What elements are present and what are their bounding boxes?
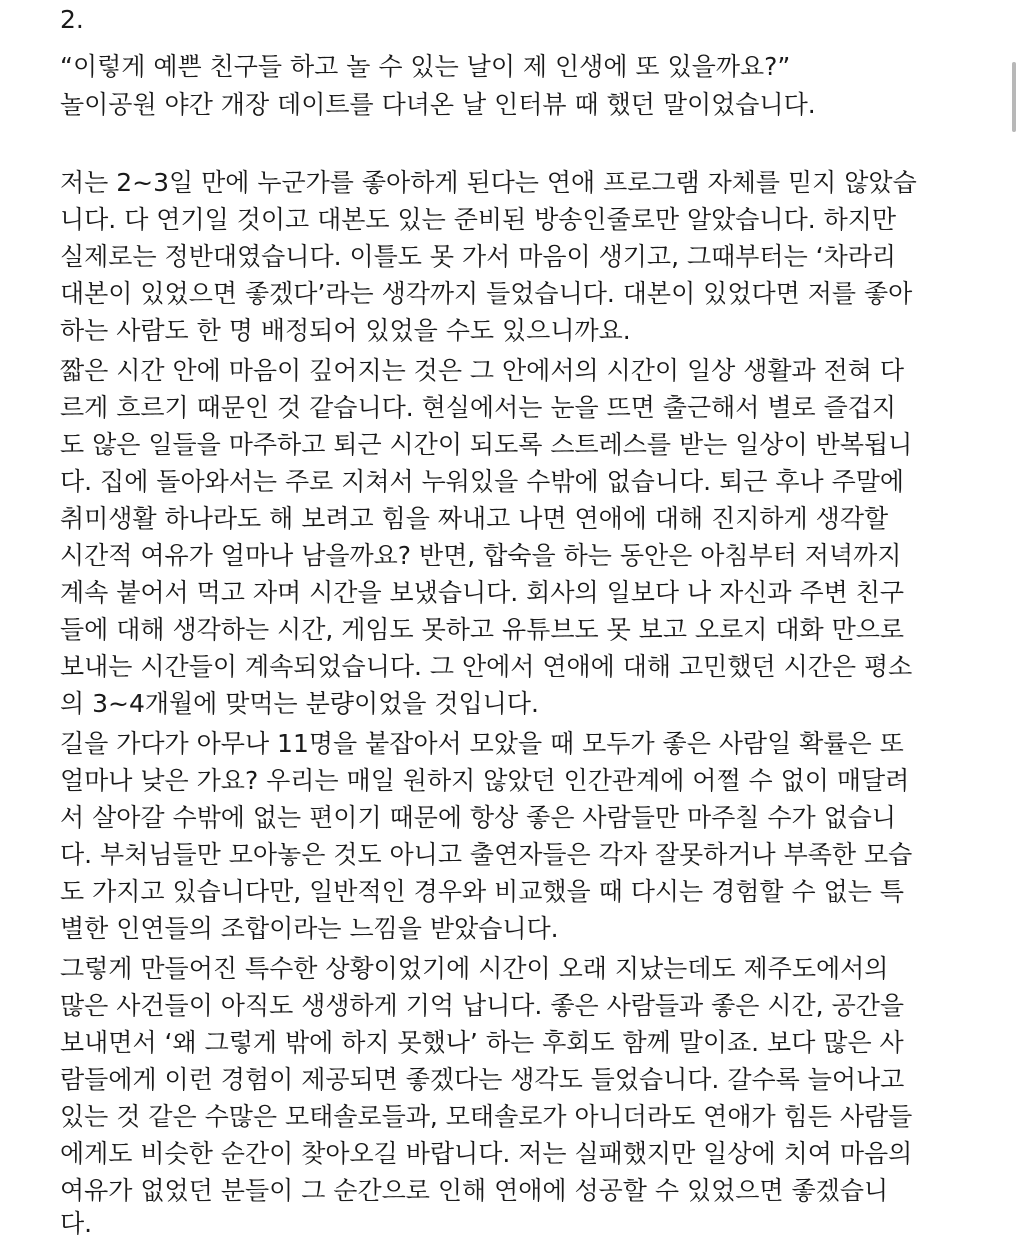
quote-line: “이렇게 예쁜 친구들 하고 놀 수 있는 날이 제 인생에 또 있을까요?” (60, 52, 791, 81)
intro-line: 놀이공원 야간 개장 데이트를 다녀온 날 인터뷰 때 했던 말이었습니다. (60, 90, 816, 119)
paragraph-line: 길을 가다가 아무나 11명을 붙잡아서 모았을 때 모두가 좋은 사람일 확률은 또 (60, 729, 904, 758)
paragraph-line: 다. 부처님들만 모아놓은 것도 아니고 출연자들은 각자 잘못하거나 부족한 모습 (60, 840, 913, 869)
paragraph-line: 의 3~4개월에 맞먹는 분량이었을 것입니다. (60, 689, 539, 718)
paragraph-line: 다. (60, 1209, 93, 1238)
paragraph-line: 보내면서 ‘왜 그렇게 밖에 하지 못했나’ 하는 후회도 함께 말이죠. 보다 많은 사 (60, 1028, 904, 1057)
paragraph-line: 있는 것 같은 수많은 모태솔로들과, 모태솔로가 아니더라도 연애가 힘든 사람들 (60, 1102, 913, 1131)
scrollbar-thumb[interactable] (1012, 62, 1016, 132)
paragraph-line: 다. 집에 돌아와서는 주로 지쳐서 누워있을 수밖에 없습니다. 퇴근 후나 주말에 (60, 467, 905, 496)
paragraph-line: 그렇게 만들어진 특수한 상황이었기에 시간이 오래 지났는데도 제주도에서의 (60, 954, 889, 983)
paragraph-line: 저는 2~3일 만에 누군가를 좋아하게 된다는 연애 프로그램 자체를 믿지 않았습 (60, 168, 917, 197)
paragraph-line: 취미생활 하나라도 해 보려고 힘을 짜내고 나면 연애에 대해 진지하게 생각할 (60, 504, 889, 533)
paragraph-line: 별한 인연들의 조합이라는 느낌을 받았습니다. (60, 914, 559, 943)
paragraph-line: 계속 붙어서 먹고 자며 시간을 보냈습니다. 회사의 일보다 나 자신과 주변 친구 (60, 578, 905, 607)
section-number: 2. (60, 5, 84, 34)
paragraph-line: 시간적 여유가 얼마나 남을까요? 반면, 합숙을 하는 동안은 아침부터 저녁까지 (60, 541, 902, 570)
paragraph-line: 짧은 시간 안에 마음이 깊어지는 것은 그 안에서의 시간이 일상 생활과 전혀 다 (60, 356, 905, 385)
paragraph-line: 많은 사건들이 아직도 생생하게 기억 납니다. 좋은 사람들과 좋은 시간, 공간을 (60, 991, 905, 1020)
paragraph-line: 대본이 있었으면 좋겠다’라는 생각까지 들었습니다. 대본이 있었다면 저를 좋아 (60, 279, 913, 308)
paragraph-line: 르게 흐르기 때문인 것 같습니다. 현실에서는 눈을 뜨면 출근해서 별로 즐겁지 (60, 393, 897, 422)
paragraph-line: 도 않은 일들을 마주하고 퇴근 시간이 되도록 스트레스를 받는 일상이 반복됩니 (60, 430, 913, 459)
paragraph-line: 람들에게 이런 경험이 제공되면 좋겠다는 생각도 들었습니다. 갈수록 늘어나고 (60, 1065, 905, 1094)
paragraph-line: 실제로는 정반대였습니다. 이틀도 못 가서 마음이 생기고, 그때부터는 ‘차라리 (60, 242, 897, 271)
paragraph-line: 여유가 없었던 분들이 그 순간으로 인해 연애에 성공할 수 있었으면 좋겠습니 (60, 1176, 889, 1205)
paragraph-line: 도 가지고 있습니다만, 일반적인 경우와 비교했을 때 다시는 경험할 수 없는 특 (60, 877, 905, 906)
paragraph-line: 니다. 다 연기일 것이고 대본도 있는 준비된 방송인줄로만 알았습니다. 하지만 (60, 205, 897, 234)
paragraph-line: 보내는 시간들이 계속되었습니다. 그 안에서 연애에 대해 고민했던 시간은 평소 (60, 652, 913, 681)
paragraph-line: 들에 대해 생각하는 시간, 게임도 못하고 유튜브도 못 보고 오로지 대화 만으로 (60, 615, 905, 644)
paragraph-line: 얼마나 낮은 가요? 우리는 매일 원하지 않았던 인간관계에 어쩔 수 없이 매달려 (60, 766, 910, 795)
paragraph-line: 서 살아갈 수밖에 없는 편이기 때문에 항상 좋은 사람들만 마주칠 수가 없습니 (60, 803, 897, 832)
paragraph-line: 하는 사람도 한 명 배정되어 있었을 수도 있으니까요. (60, 316, 631, 345)
paragraph-line: 에게도 비슷한 순간이 찾아오길 바랍니다. 저는 실패했지만 일상에 치여 마음의 (60, 1139, 913, 1168)
